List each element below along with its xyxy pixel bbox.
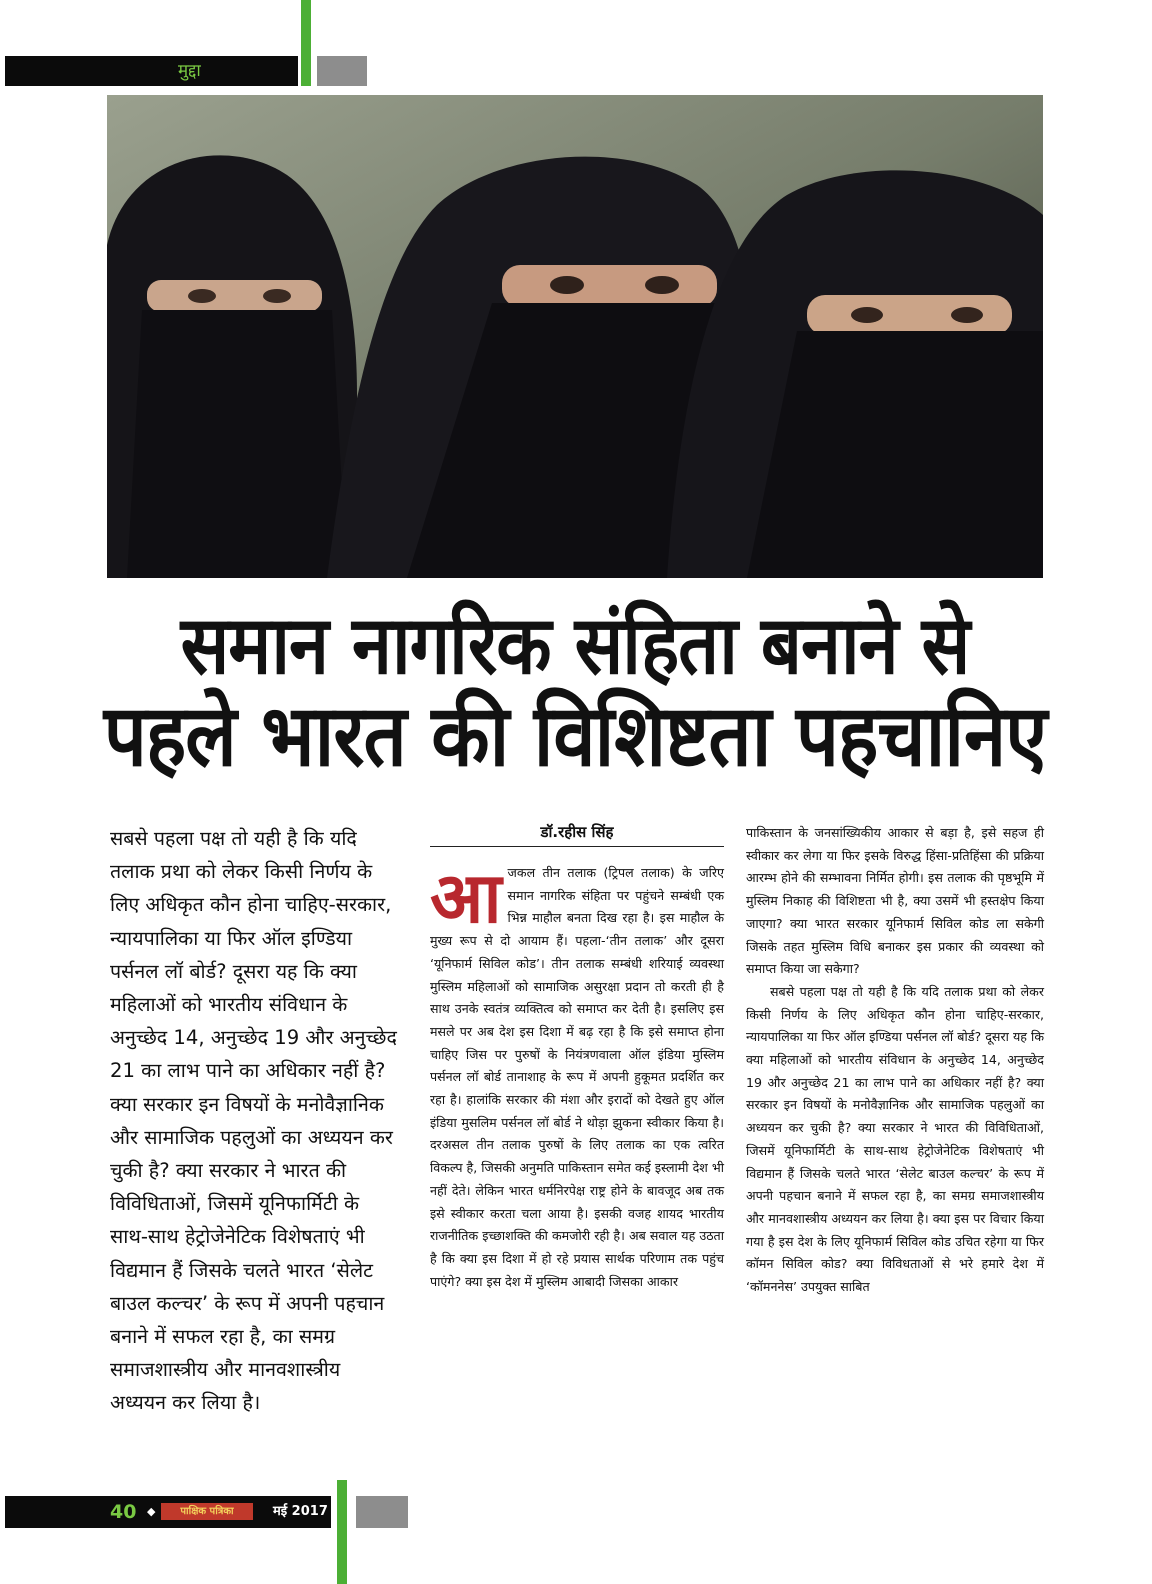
article-column-2 — [746, 822, 1044, 1299]
lead-photo-illustration — [107, 95, 1043, 578]
grey-block-bottom — [356, 1496, 408, 1528]
grey-block-top — [317, 56, 367, 86]
lead-photo — [107, 95, 1043, 578]
byline-author: डॉ.रहीस सिंह — [540, 823, 614, 841]
magazine-logo: पाक्षिक पत्रिका — [161, 1503, 253, 1520]
headline — [100, 597, 1050, 786]
article-paragraph: पाकिस्तान के जनसांख्यिकीय आकार से बड़ा है, इसे सहज ही स्वीकार कर लेगा या फिर इसके विरुद्ध हिंसा-प्रतिहिंसा की प्रक्रिया आरम्भ होने की सम्भावना निर्मित होगी। इस तलाक की पृष्ठभूमि में मुस्लिम निकाह की विशिष्टता भी है, क्या उसमें भी हस्तक्षेप किया जाएगा? क्या भारत सरकार यूनिफार्म सिविल कोड ला सकेगी जिसके तहत मुस्लिम विधि बनाकर इस प्रकार की व्यवस्था को समाप्त किया जा सकेगा? — [746, 825, 1044, 977]
article-column-1 — [430, 857, 724, 1293]
article-paragraph: सबसे पहला पक्ष तो यही है कि यदि तलाक प्रथा को लेकर किसी निर्णय के लिए अधिकृत कौन होना चाहिए-सरकार, न्यायपालिका या फिर ऑल इण्डिया पर्सनल लॉ बोर्ड? दूसरा यह कि क्या महिलाओं को भारतीय संविधान के अनुच्छेद 14, अनुच्छेद 19 और अनुच्छेद 21 का लाभ पाने का अधिकार नहीं है? क्या सरकार इन विषयों के मनोवैज्ञानिक और सामाजिक पहलुओं का अध्ययन कर चुकी है? क्या सरकार ने भारत की विविधिताओं, जिसमें यूनिफार्मिटी के साथ-साथ हेट्रोजेनेटिक विशेषताएं भी विद्यमान हैं जिसके चलते भारत ‘सेलेट बाउल कल्चर’ के रूप में अपनी पहचान बनाने में सफल रहा है, का समग्र समाजशास्त्रीय और मानवशास्त्रीय अध्ययन कर लिया है। क्या इस पर विचार किया गया है इस देश के लिए यूनिफार्म सिविल कोड उचित रहेगा या फिर कॉमन सिविल कोड? क्या विविधताओं से भरे हमारे देश में ‘कॉमननेस’ उपयुक्त साबित — [746, 983, 1044, 1295]
headline-line-1: समान नागरिक संहिता बनाने से — [180, 597, 970, 693]
accent-bar-top — [301, 0, 311, 86]
section-header-bar — [5, 56, 298, 86]
headline-line-2: पहले भारत की विशिष्टता पहचानिए — [103, 685, 1047, 786]
article-column-1-text: जकल तीन तलाक (ट्रिपल तलाक) के जरिए समान नागरिक संहिता पर पहुंचने सम्बंधी एक भिन्न माहौल बनता दिख रहा है। इस माहौल के मुख्य रूप से दो आयाम हैं। पहला-‘तीन तलाक’ और दूसरा ‘यूनिफार्म सिविल कोड’। तीन तलाक सम्बंधी शरियाई व्यवस्था मुस्लिम महिलाओं को सामाजिक असुरक्षा प्रदान तो करती ही है साथ उनके स्वतंत्र व्यक्तित्व को समाप्त कर देती है। इसलिए इस मसले पर अब देश इस दिशा में बढ़ रहा है कि इसे समाप्त होना चाहिए जिस पर पुरुषों के नियंत्रणवाला ऑल इंडिया मुस्लिम पर्सनल लॉ बोर्ड तानाशाह के रूप में अपनी हुकूमत प्रदर्शित कर रहा है। हालांकि सरकार की मंशा और इरादों को देखते हुए ऑल इंडिया मुसलिम पर्सनल लॉ बोर्ड ने थोड़ा झुकना स्वीकार किया है। दरअसल तीन तलाक पुरुषों के लिए तलाक का एक त्वरित विकल्प है, जिसकी अनुमति पाकिस्तान समेत कई इस्लामी देश भी नहीं देते। लेकिन भारत धर्मनिरपेक्ष राष्ट्र होने के बावजूद अब तक इसे स्वीकार करता चला आया है। इसकी वजह शायद भारतीय राजनीतिक इच्छाशक्ति की कमजोरी रही है। अब सवाल यह उठता है कि क्या इस दिशा में हो रहे प्रयास सार्थक परिणाम तक पहुंच पाएंगे? क्या इस देश में मुस्लिम आबादी जिसका आकार — [430, 865, 724, 1289]
issue-date: मई 2017 — [273, 1504, 328, 1519]
page-number: 40 — [110, 1501, 137, 1523]
accent-bar-bottom — [337, 1480, 347, 1584]
drop-cap: आ — [430, 857, 502, 939]
section-label: मुद्दा — [178, 61, 201, 81]
pull-quote: सबसे पहला पक्ष तो यही है कि यदि तलाक प्रथा को लेकर किसी निर्णय के लिए अधिकृत कौन होना चाहिए-सरकार, न्यायपालिका या फिर ऑल इण्डिया पर्सनल लॉ बोर्ड? दूसरा यह कि क्या महिलाओं को भारतीय संविधान के अनुच्छेद 14, अनुच्छेद 19 और अनुच्छेद 21 का लाभ पाने का अधिकार नहीं है? क्या सरकार इन विषयों के मनोवैज्ञानिक और सामाजिक पहलुओं का अध्ययन कर चुकी है? क्या सरकार ने भारत की विविधिताओं, जिसमें यूनिफार्मिटी के साथ-साथ हेट्रोजेनेटिक विशेषताएं भी विद्यमान हैं जिसके चलते भारत ‘सेलेट बाउल कल्चर’ के रूप में अपनी पहचान बनाने में सफल रहा है, का समग्र समाजशास्त्रीय और मानवशास्त्रीय अध्ययन कर लिया है। — [110, 827, 397, 1415]
byline-rule — [430, 846, 724, 847]
bullet-icon: ◆ — [147, 1505, 156, 1518]
